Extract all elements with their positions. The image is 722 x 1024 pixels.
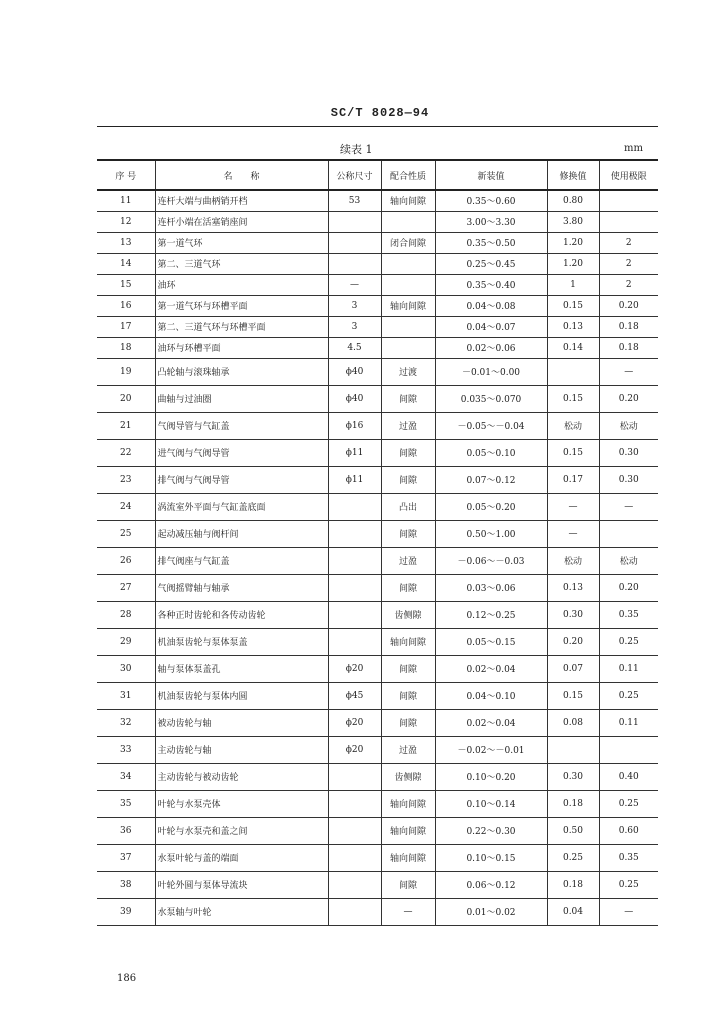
table-row [97, 274, 658, 295]
repair-value [547, 358, 599, 385]
new-value: 0.02～0.06 [435, 337, 547, 358]
table-body [97, 190, 658, 925]
row-number: 35 [97, 790, 155, 817]
fit-type: 轴向间隙 [381, 790, 435, 817]
service-limit: 0.40 [599, 763, 658, 790]
table-row [97, 439, 658, 466]
nominal-size: — [328, 274, 381, 295]
fit-type [381, 274, 435, 295]
row-number: 26 [97, 547, 155, 574]
page-number: 186 [117, 973, 137, 984]
part-name: 气阀导管与气缸盖 [155, 412, 328, 439]
row-number: 13 [97, 232, 155, 253]
service-limit: 松动 [599, 547, 658, 574]
fit-clearance-table [97, 159, 658, 926]
new-value: 0.05～0.10 [435, 439, 547, 466]
table-row [97, 682, 658, 709]
table-row [97, 316, 658, 337]
fit-type [381, 316, 435, 337]
nominal-size [328, 898, 381, 925]
nominal-size: ϕ40 [328, 385, 381, 412]
row-number: 14 [97, 253, 155, 274]
row-number: 29 [97, 628, 155, 655]
part-name: 第二、三道气环与环槽平面 [155, 316, 328, 337]
table-row [97, 763, 658, 790]
service-limit: 0.18 [599, 316, 658, 337]
table-row [97, 211, 658, 232]
fit-type: 间隙 [381, 682, 435, 709]
row-number: 31 [97, 682, 155, 709]
row-number: 19 [97, 358, 155, 385]
service-limit: — [599, 493, 658, 520]
table-row [97, 358, 658, 385]
part-name: 连杆小端在活塞销座间 [155, 211, 328, 232]
new-value: 3.00～3.30 [435, 211, 547, 232]
service-limit: 0.25 [599, 871, 658, 898]
nominal-size [328, 790, 381, 817]
part-name: 第二、三道气环 [155, 253, 328, 274]
row-number: 37 [97, 844, 155, 871]
table-row [97, 232, 658, 253]
row-number: 23 [97, 466, 155, 493]
service-limit: 0.60 [599, 817, 658, 844]
document-code: SC/T 8028—94 [330, 106, 430, 120]
repair-value: 1.20 [547, 232, 599, 253]
service-limit [599, 736, 658, 763]
row-number: 30 [97, 655, 155, 682]
repair-value: 0.30 [547, 601, 599, 628]
new-value: －0.02～－0.01 [435, 736, 547, 763]
fit-type: 过盈 [381, 736, 435, 763]
table-row [97, 337, 658, 358]
new-value: 0.10～0.20 [435, 763, 547, 790]
repair-value: 0.15 [547, 682, 599, 709]
table-row [97, 253, 658, 274]
repair-value: 0.20 [547, 628, 599, 655]
new-value: 0.05～0.15 [435, 628, 547, 655]
new-value: 0.01～0.02 [435, 898, 547, 925]
fit-type: 间隙 [381, 871, 435, 898]
new-value: 0.02～0.04 [435, 709, 547, 736]
repair-value: — [547, 493, 599, 520]
new-value: 0.35～0.60 [435, 190, 547, 211]
fit-type: 齿侧隙 [381, 763, 435, 790]
fit-type: 间隙 [381, 385, 435, 412]
table-row [97, 709, 658, 736]
fit-type: 轴向间隙 [381, 817, 435, 844]
service-limit: — [599, 358, 658, 385]
table-row [97, 790, 658, 817]
service-limit: 0.25 [599, 790, 658, 817]
table-row [97, 493, 658, 520]
repair-value: 0.25 [547, 844, 599, 871]
fit-type: 凸出 [381, 493, 435, 520]
row-number: 20 [97, 385, 155, 412]
fit-type [381, 211, 435, 232]
part-name: 连杆大端与曲柄销开档 [155, 190, 328, 211]
nominal-size: ϕ11 [328, 466, 381, 493]
repair-value: 0.30 [547, 763, 599, 790]
table-row [97, 190, 658, 211]
service-limit: 0.35 [599, 601, 658, 628]
service-limit: 0.30 [599, 439, 658, 466]
new-value: 0.12～0.25 [435, 601, 547, 628]
table-row [97, 817, 658, 844]
fit-type: 齿侧隙 [381, 601, 435, 628]
row-number: 27 [97, 574, 155, 601]
service-limit: 2 [599, 274, 658, 295]
repair-value: 0.15 [547, 295, 599, 316]
nominal-size: ϕ40 [328, 358, 381, 385]
new-value: 0.06～0.12 [435, 871, 547, 898]
row-number: 33 [97, 736, 155, 763]
unit-label: mm [624, 143, 643, 154]
nominal-size: ϕ11 [328, 439, 381, 466]
row-number: 12 [97, 211, 155, 232]
service-limit: 0.18 [599, 337, 658, 358]
service-limit: 0.25 [599, 628, 658, 655]
nominal-size [328, 763, 381, 790]
table-row [97, 628, 658, 655]
row-number: 16 [97, 295, 155, 316]
new-value: 0.25～0.45 [435, 253, 547, 274]
nominal-size [328, 601, 381, 628]
new-value: －0.05～－0.04 [435, 412, 547, 439]
new-value: 0.22～0.30 [435, 817, 547, 844]
part-name: 凸轮轴与滚珠轴承 [155, 358, 328, 385]
repair-value: 0.14 [547, 337, 599, 358]
service-limit: 0.11 [599, 655, 658, 682]
repair-value: — [547, 520, 599, 547]
table-row [97, 574, 658, 601]
fit-type [381, 337, 435, 358]
fit-type: 间隙 [381, 709, 435, 736]
row-number: 32 [97, 709, 155, 736]
nominal-size: 3 [328, 316, 381, 337]
row-number: 34 [97, 763, 155, 790]
fit-type: 间隙 [381, 574, 435, 601]
service-limit: 2 [599, 253, 658, 274]
part-name: 水泵轴与叶轮 [155, 898, 328, 925]
fit-type: 间隙 [381, 520, 435, 547]
fit-type: 轴向间隙 [381, 844, 435, 871]
repair-value: 0.15 [547, 439, 599, 466]
fit-type: 间隙 [381, 439, 435, 466]
nominal-size [328, 232, 381, 253]
fit-type: 间隙 [381, 466, 435, 493]
repair-value: 0.18 [547, 790, 599, 817]
fit-type: — [381, 898, 435, 925]
row-number: 22 [97, 439, 155, 466]
service-limit: — [599, 898, 658, 925]
table-row [97, 385, 658, 412]
row-number: 39 [97, 898, 155, 925]
table-row [97, 871, 658, 898]
nominal-size: ϕ20 [328, 655, 381, 682]
col-header-repair-value: 修换值 [547, 160, 599, 190]
part-name: 主动齿轮与轴 [155, 736, 328, 763]
part-name: 被动齿轮与轴 [155, 709, 328, 736]
part-name: 机油泵齿轮与泵体内圆 [155, 682, 328, 709]
part-name: 主动齿轮与被动齿轮 [155, 763, 328, 790]
new-value: 0.04～0.07 [435, 316, 547, 337]
table-row [97, 898, 658, 925]
part-name: 排气阀与气阀导管 [155, 466, 328, 493]
nominal-size: 4.5 [328, 337, 381, 358]
service-limit: 0.20 [599, 385, 658, 412]
part-name: 排气阀座与气缸盖 [155, 547, 328, 574]
table-row [97, 844, 658, 871]
nominal-size [328, 520, 381, 547]
row-number: 11 [97, 190, 155, 211]
new-value: 0.04～0.08 [435, 295, 547, 316]
repair-value: 0.07 [547, 655, 599, 682]
row-number: 17 [97, 316, 155, 337]
nominal-size: ϕ20 [328, 709, 381, 736]
new-value: －0.06～－0.03 [435, 547, 547, 574]
row-number: 25 [97, 520, 155, 547]
repair-value: 0.50 [547, 817, 599, 844]
new-value: 0.10～0.14 [435, 790, 547, 817]
table-row [97, 412, 658, 439]
fit-type: 过盈 [381, 412, 435, 439]
repair-value: 0.08 [547, 709, 599, 736]
repair-value: 0.13 [547, 574, 599, 601]
col-header-nominal-size: 公称尺寸 [328, 160, 381, 190]
table-row [97, 295, 658, 316]
row-number: 24 [97, 493, 155, 520]
col-header-name: 名 称 [155, 160, 328, 190]
part-name: 油环与环槽平面 [155, 337, 328, 358]
repair-value [547, 736, 599, 763]
part-name: 叶轮与水泵壳体 [155, 790, 328, 817]
row-number: 15 [97, 274, 155, 295]
repair-value: 0.13 [547, 316, 599, 337]
nominal-size: ϕ45 [328, 682, 381, 709]
new-value: 0.03～0.06 [435, 574, 547, 601]
part-name: 第一道气环与环槽平面 [155, 295, 328, 316]
service-limit [599, 190, 658, 211]
table-caption: 续表 1 [340, 143, 373, 156]
service-limit [599, 520, 658, 547]
row-number: 18 [97, 337, 155, 358]
new-value: 0.07～0.12 [435, 466, 547, 493]
fit-type: 过渡 [381, 358, 435, 385]
fit-type: 轴向间隙 [381, 628, 435, 655]
header-row [97, 160, 658, 190]
nominal-size [328, 253, 381, 274]
nominal-size: 3 [328, 295, 381, 316]
part-name: 叶轮与水泵壳和盖之间 [155, 817, 328, 844]
new-value: 0.04～0.10 [435, 682, 547, 709]
part-name: 叶轮外圆与泵体导流块 [155, 871, 328, 898]
new-value: 0.10～0.15 [435, 844, 547, 871]
part-name: 涡流室外平面与气缸盖底面 [155, 493, 328, 520]
repair-value: 0.17 [547, 466, 599, 493]
new-value: 0.50～1.00 [435, 520, 547, 547]
repair-value: 松动 [547, 547, 599, 574]
part-name: 气阀摇臂轴与轴承 [155, 574, 328, 601]
row-number: 28 [97, 601, 155, 628]
header-rule [97, 126, 658, 127]
col-header-no: 序 号 [97, 160, 155, 190]
nominal-size [328, 211, 381, 232]
table-row [97, 601, 658, 628]
table-row [97, 655, 658, 682]
fit-type: 间隙 [381, 655, 435, 682]
fit-type: 过盈 [381, 547, 435, 574]
new-value: 0.35～0.50 [435, 232, 547, 253]
part-name: 起动减压轴与阀杆间 [155, 520, 328, 547]
nominal-size [328, 844, 381, 871]
new-value: 0.35～0.40 [435, 274, 547, 295]
nominal-size [328, 628, 381, 655]
nominal-size [328, 817, 381, 844]
repair-value: 1 [547, 274, 599, 295]
service-limit: 0.20 [599, 295, 658, 316]
nominal-size [328, 871, 381, 898]
service-limit [599, 211, 658, 232]
repair-value: 0.04 [547, 898, 599, 925]
service-limit: 0.20 [599, 574, 658, 601]
fit-type [381, 253, 435, 274]
nominal-size [328, 493, 381, 520]
part-name: 曲轴与过油圈 [155, 385, 328, 412]
part-name: 轴与泵体泵盖孔 [155, 655, 328, 682]
repair-value: 0.18 [547, 871, 599, 898]
nominal-size [328, 547, 381, 574]
repair-value: 松动 [547, 412, 599, 439]
part-name: 机油泵齿轮与泵体泵盖 [155, 628, 328, 655]
col-header-new-value: 新装值 [435, 160, 547, 190]
row-number: 38 [97, 871, 155, 898]
service-limit: 0.11 [599, 709, 658, 736]
new-value: 0.035～0.070 [435, 385, 547, 412]
table-row [97, 520, 658, 547]
col-header-fit-type: 配合性质 [381, 160, 435, 190]
row-number: 36 [97, 817, 155, 844]
table-row [97, 547, 658, 574]
nominal-size: ϕ20 [328, 736, 381, 763]
service-limit: 0.25 [599, 682, 658, 709]
new-value: －0.01～0.00 [435, 358, 547, 385]
repair-value: 3.80 [547, 211, 599, 232]
part-name: 进气阀与气阀导管 [155, 439, 328, 466]
table-row [97, 466, 658, 493]
repair-value: 0.80 [547, 190, 599, 211]
part-name: 第一道气环 [155, 232, 328, 253]
col-header-service-limit: 使用极限 [599, 160, 658, 190]
fit-type: 轴向间隙 [381, 295, 435, 316]
service-limit: 0.30 [599, 466, 658, 493]
service-limit: 2 [599, 232, 658, 253]
repair-value: 1.20 [547, 253, 599, 274]
service-limit: 松动 [599, 412, 658, 439]
nominal-size [328, 574, 381, 601]
part-name: 水泵叶轮与盖的端面 [155, 844, 328, 871]
repair-value: 0.15 [547, 385, 599, 412]
row-number: 21 [97, 412, 155, 439]
fit-type: 闭合间隙 [381, 232, 435, 253]
service-limit: 0.35 [599, 844, 658, 871]
new-value: 0.05～0.20 [435, 493, 547, 520]
nominal-size: 53 [328, 190, 381, 211]
new-value: 0.02～0.04 [435, 655, 547, 682]
fit-type: 轴向间隙 [381, 190, 435, 211]
nominal-size: ϕ16 [328, 412, 381, 439]
part-name: 油环 [155, 274, 328, 295]
table-row [97, 736, 658, 763]
part-name: 各种正时齿轮和各传动齿轮 [155, 601, 328, 628]
